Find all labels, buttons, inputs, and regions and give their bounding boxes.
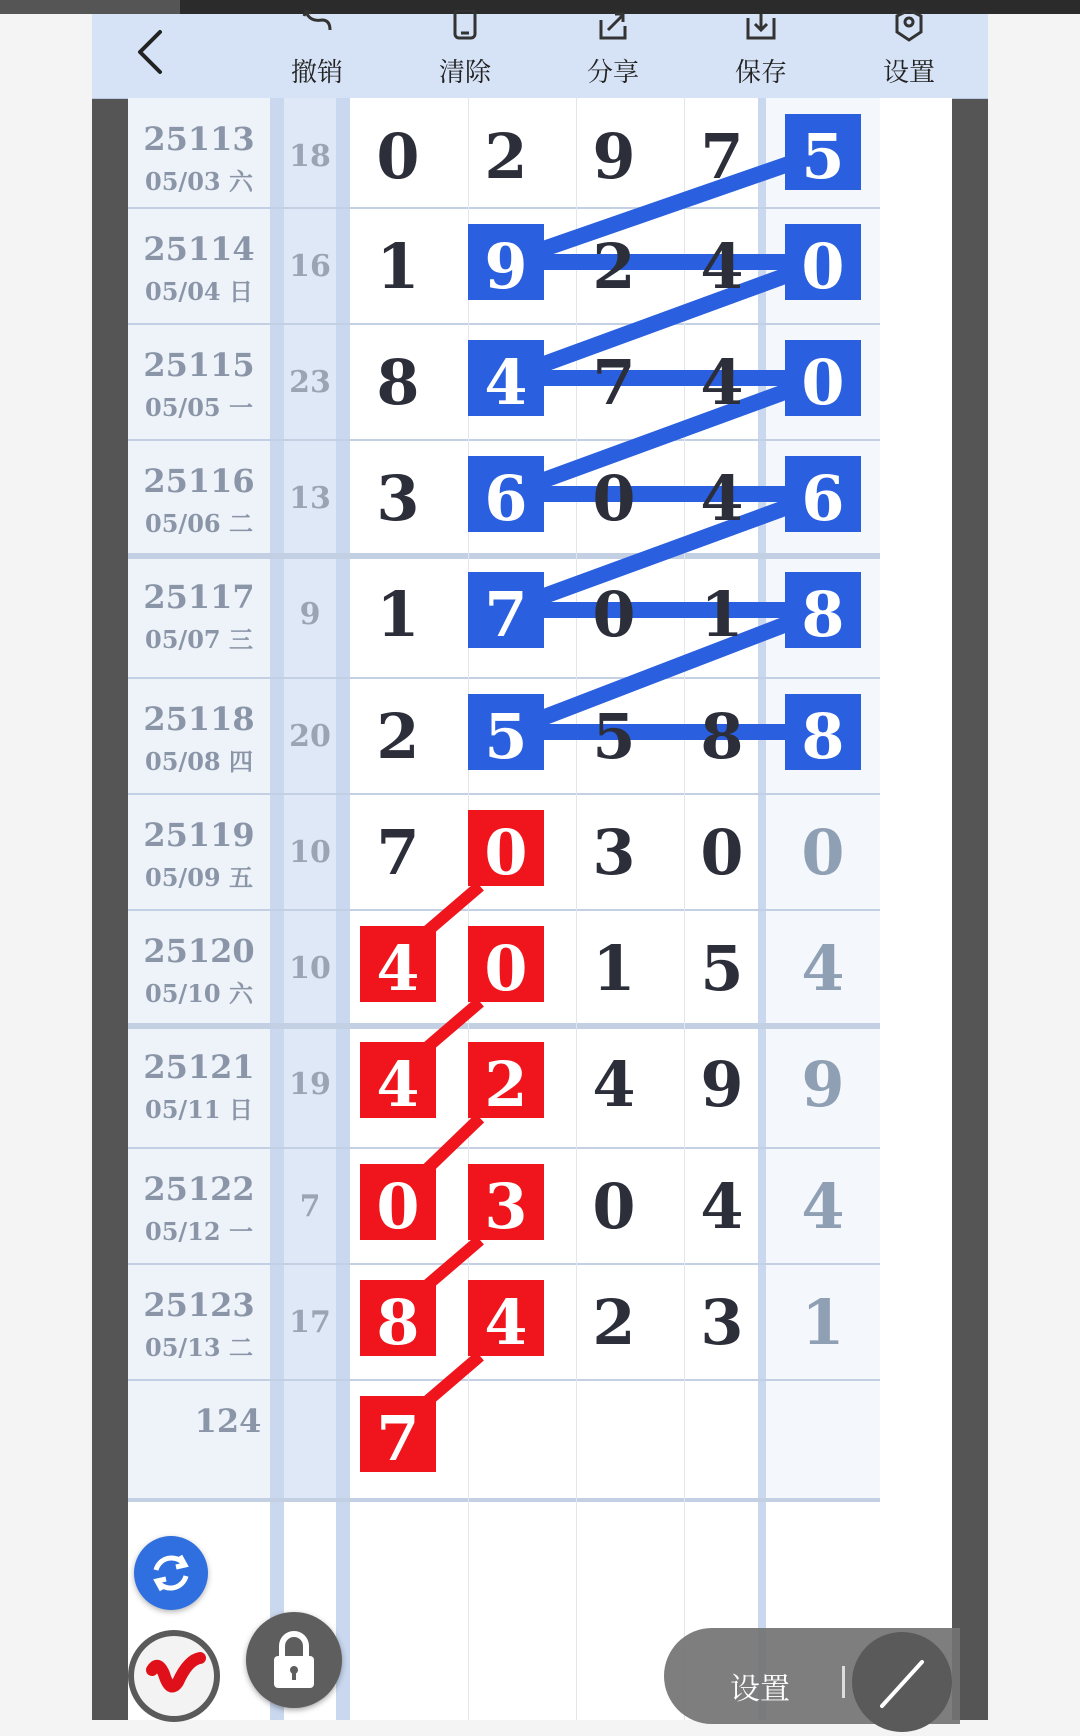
sum-column-bg (284, 98, 336, 1498)
save-label: 保存 (734, 58, 787, 88)
digit-value: 4 (700, 230, 744, 303)
issue-number: 25123 (143, 1286, 255, 1324)
settings-shield-icon (892, 10, 926, 44)
lottery-trend-grid[interactable] (128, 98, 952, 1720)
status-strip-segment (0, 0, 180, 14)
digit-value: 4 (592, 1048, 636, 1121)
refresh-button[interactable] (134, 1536, 208, 1610)
digit-value: 4 (801, 1170, 845, 1243)
issue-number: 25116 (143, 462, 255, 500)
clear-label: 清除 (438, 58, 491, 88)
pen-line-icon (852, 1632, 952, 1732)
digit-value: 8 (801, 700, 845, 773)
digit-value: 1 (700, 578, 744, 651)
digit-value: 2 (376, 700, 420, 773)
settings-button[interactable] (854, 14, 964, 98)
digit-value: 5 (801, 120, 845, 193)
digit-value: 3 (592, 816, 636, 889)
issue-number: 25114 (143, 230, 255, 268)
row-separator (128, 1379, 880, 1381)
digit-value: 5 (700, 932, 744, 1005)
digit-value: 5 (484, 700, 528, 773)
digit-value: 9 (700, 1048, 744, 1121)
issue-number: 124 (194, 1402, 262, 1440)
issue-date: 05/13 二 (145, 1333, 253, 1362)
row-separator (128, 1023, 880, 1029)
digit-value: 8 (700, 700, 744, 773)
digit-value: 7 (376, 1402, 420, 1475)
app-logo-icon (128, 1630, 220, 1722)
digit-value: 8 (801, 578, 845, 651)
sum-value: 13 (289, 481, 331, 516)
digit-value: 3 (700, 1286, 744, 1359)
save-download-icon (744, 10, 778, 44)
issue-number: 25113 (143, 120, 255, 158)
share-label: 分享 (586, 58, 639, 88)
sum-value: 16 (289, 249, 331, 284)
refresh-icon (134, 1536, 208, 1610)
pen-button[interactable] (852, 1632, 952, 1732)
digit-value: 3 (484, 1170, 528, 1243)
pill-settings-label: 设置 (730, 1672, 790, 1707)
digit-value: 4 (484, 1286, 528, 1359)
digit-value: 7 (700, 120, 744, 193)
sum-value: 17 (289, 1305, 331, 1340)
row-separator (128, 909, 880, 911)
digit-value: 6 (484, 462, 528, 535)
digit-value: 2 (592, 230, 636, 303)
sum-value: 10 (289, 951, 331, 986)
digit-value: 0 (592, 462, 636, 535)
toolbar (92, 14, 988, 99)
row-separator (128, 677, 880, 679)
issue-number: 25122 (143, 1170, 255, 1208)
row-separator (128, 1147, 880, 1149)
issue-date: 05/06 二 (145, 509, 253, 538)
issue-number: 25115 (143, 346, 255, 384)
digit-value: 2 (592, 1286, 636, 1359)
digit-value: 4 (376, 1048, 420, 1121)
issue-number: 25119 (143, 816, 255, 854)
digit-value: 0 (484, 816, 528, 889)
digit-value: 0 (801, 346, 845, 419)
digit-value: 4 (700, 1170, 744, 1243)
digit-value: 1 (592, 932, 636, 1005)
digit-value: 8 (376, 1286, 420, 1359)
digit-value: 1 (376, 578, 420, 651)
clear-button[interactable] (410, 14, 520, 98)
digit-value: 4 (484, 346, 528, 419)
issue-date: 05/09 五 (145, 863, 253, 892)
issue-date: 05/07 三 (145, 625, 253, 654)
digit-value: 8 (376, 346, 420, 419)
undo-button[interactable] (262, 14, 372, 98)
issue-date: 05/08 四 (145, 747, 253, 776)
issue-number: 25117 (143, 578, 255, 616)
digit-value: 0 (592, 1170, 636, 1243)
share-button[interactable] (558, 14, 668, 98)
digit-value: 7 (376, 816, 420, 889)
undo-icon (300, 10, 334, 44)
sum-value: 23 (289, 365, 331, 400)
sum-value: 7 (299, 1189, 321, 1224)
digit-value: 0 (376, 120, 420, 193)
digit-value: 1 (801, 1286, 845, 1359)
pill-divider (842, 1666, 845, 1698)
sum-value: 9 (299, 597, 321, 632)
digit-value: 3 (376, 462, 420, 535)
digit-value: 2 (484, 1048, 528, 1121)
column-separator (576, 98, 577, 1720)
trend-grid-canvas (128, 98, 952, 1720)
issue-date: 05/11 日 (145, 1095, 253, 1124)
back-button[interactable] (130, 26, 174, 78)
digit-value: 1 (376, 230, 420, 303)
row-separator (128, 207, 880, 209)
digit-value: 4 (700, 346, 744, 419)
digit-value: 4 (801, 932, 845, 1005)
row-separator (128, 553, 880, 559)
app-logo-button[interactable] (128, 1630, 220, 1722)
share-icon (596, 10, 630, 44)
issue-number: 25120 (143, 932, 255, 970)
digit-value: 9 (801, 1048, 845, 1121)
issue-number: 25121 (143, 1048, 255, 1086)
digit-value: 6 (801, 462, 845, 535)
digit-value: 7 (592, 346, 636, 419)
row-separator (128, 1498, 880, 1502)
digit-value: 4 (700, 462, 744, 535)
undo-label: 撤销 (290, 58, 343, 88)
digit-value: 0 (801, 230, 845, 303)
row-separator (128, 323, 880, 325)
digit-value: 9 (592, 120, 636, 193)
digit-value: 7 (484, 578, 528, 651)
sum-value: 19 (289, 1067, 331, 1102)
digit-value: 0 (376, 1170, 420, 1243)
row-separator (128, 1263, 880, 1265)
digit-value: 2 (484, 120, 528, 193)
lock-icon (246, 1612, 342, 1708)
digit-value: 0 (592, 578, 636, 651)
issue-date: 05/12 一 (145, 1217, 253, 1246)
issue-number: 25118 (143, 700, 255, 738)
digit-value: 4 (376, 932, 420, 1005)
settings-label: 设置 (882, 58, 935, 88)
digit-value: 5 (592, 700, 636, 773)
chevron-left-icon (130, 26, 174, 78)
save-button[interactable] (706, 14, 816, 98)
row-separator (128, 793, 880, 795)
phone-clear-icon (448, 10, 482, 44)
lock-button[interactable] (246, 1612, 342, 1708)
digit-value: 0 (801, 816, 845, 889)
digit-value: 0 (484, 932, 528, 1005)
row-separator (128, 439, 880, 441)
issue-date: 05/10 六 (145, 979, 253, 1008)
issue-date: 05/05 一 (145, 393, 253, 422)
sum-value: 18 (289, 139, 331, 174)
digit-value: 0 (700, 816, 744, 889)
sum-value: 20 (289, 719, 331, 754)
sum-value: 10 (289, 835, 331, 870)
column-separator (684, 98, 685, 1720)
digit-value: 9 (484, 230, 528, 303)
issue-date: 05/03 六 (145, 167, 253, 196)
issue-date: 05/04 日 (145, 277, 253, 306)
